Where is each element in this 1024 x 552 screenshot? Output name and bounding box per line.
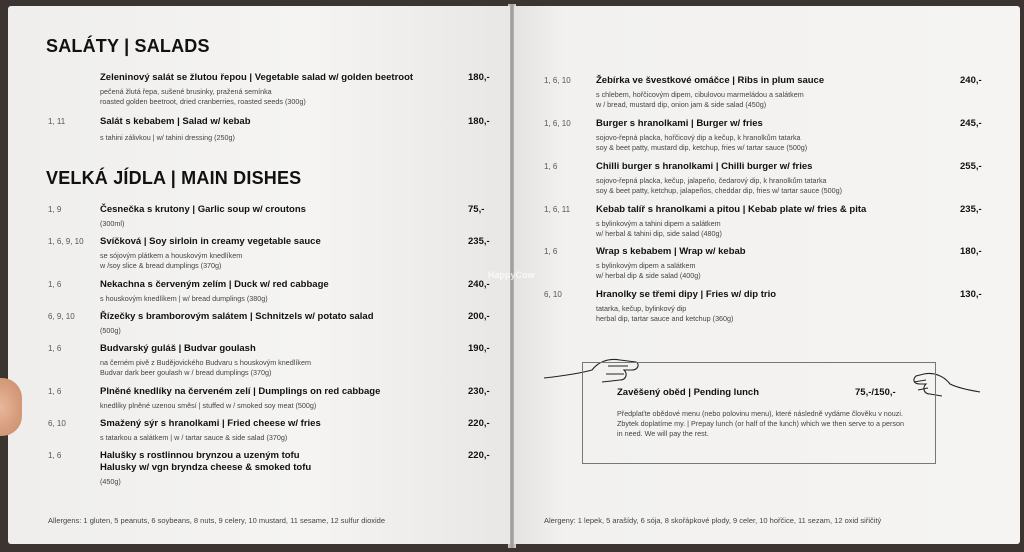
dish-description: soy & beet patty, ketchup, jalapeños, cheddar dip, fries w/ tartar sauce (500g)	[596, 186, 842, 195]
allergen-codes: 1, 6, 9, 10	[48, 237, 84, 246]
allergen-codes: 1, 6	[48, 344, 62, 353]
pending-desc-line: Zbytek doplatíme my. | Prepay lunch (or half of the lunch) which we then serve to a person	[617, 419, 904, 428]
dish-name: Budvarský guláš | Budvar goulash	[100, 343, 256, 354]
dish-price: 75,-	[468, 204, 485, 215]
dish-name: Hranolky se třemi dipy | Fries w/ dip trio	[596, 289, 777, 300]
dish-price: 230,-	[468, 386, 490, 397]
dish-price: 220,-	[468, 450, 490, 461]
dish-description: s houskovým knedlíkem | w/ bread dumplings (380g)	[100, 294, 268, 303]
dish-price: 180,-	[960, 246, 982, 257]
dish-description: w/ herbal & tahini dip, side salad (480g)	[596, 229, 722, 238]
allergen-codes: 1, 6, 10	[544, 119, 571, 128]
pending-lunch-price: 75,-/150,-	[855, 387, 896, 398]
dish-description: knedlíky plněné uzenou směsí | stuffed w / smoked soy meat (500g)	[100, 401, 317, 410]
dish-name: Svíčková | Soy sirloin in creamy vegetable sauce	[100, 236, 321, 247]
allergen-codes: 1, 9	[48, 205, 62, 214]
pending-lunch-description	[617, 409, 904, 439]
dish-price: 240,-	[960, 75, 982, 86]
dish-description: herbal dip, tartar sauce and ketchup (360g)	[596, 314, 734, 323]
allergen-codes: 1, 6	[544, 247, 558, 256]
pending-desc-line: Předplaťte obědové menu (nebo polovinu menu), které následně vydáme člověku v nouzi.	[617, 409, 903, 418]
dish-price: 190,-	[468, 343, 490, 354]
dish-description: (300ml)	[100, 219, 125, 228]
dish-name: Žebírka ve švestkové omáčce | Ribs in plum sauce	[596, 75, 825, 86]
dish-description: (500g)	[100, 326, 121, 335]
dish-name: Nekachna s červeným zelím | Duck w/ red cabbage	[100, 279, 329, 290]
dish-description: s bylinkovým a tahini dipem a salátkem	[596, 219, 721, 228]
dish-price: 235,-	[468, 236, 490, 247]
dish-name: Plněné knedlíky na červeném zelí | Dumplings on red cabbage	[100, 386, 381, 397]
dish-name: Salát s kebabem | Salad w/ kebab	[100, 116, 251, 127]
dish-description: s tatarkou a salátkem | w / tartar sauce & side salad (370g)	[100, 433, 288, 442]
allergen-codes: 6, 10	[48, 419, 66, 428]
allergens-legend: Allergens: 1 gluten, 5 peanuts, 6 soybeans, 8 nuts, 9 celery, 10 mustard, 11 sesame, 12 sulfur dioxide	[48, 516, 386, 525]
pending-lunch-title: Zavěšený oběd | Pending lunch	[617, 387, 760, 398]
dish-description: soy & beet patty, mustard dip, ketchup, fries w/ tartar sauce (500g)	[596, 143, 808, 152]
dish-description: sojovo-řepná placka, kečup, jalapeňo, čedarový dip, k hranolkům tatarka	[596, 176, 827, 185]
allergen-codes: 1, 6	[544, 162, 558, 171]
menu-page-right	[514, 6, 1020, 544]
pending-desc-line: in need. We will pay the rest.	[617, 429, 709, 438]
dish-name: Wrap s kebabem | Wrap w/ kebab	[596, 246, 746, 257]
dish-price: 180,-	[468, 72, 490, 83]
dish-price: 255,-	[960, 161, 982, 172]
salads-heading: SALÁTY | SALADS	[46, 36, 210, 56]
dish-price: 220,-	[468, 418, 490, 429]
dish-price: 245,-	[960, 118, 982, 129]
dish-description: pečená žlutá řepa, sušené brusinky, pražená semínka	[100, 87, 272, 96]
dish-price: 235,-	[960, 204, 982, 215]
dish-name: Chilli burger s hranolkami | Chilli burger w/ fries	[596, 161, 813, 172]
allergens-legend: Alergeny: 1 lepek, 5 arašídy, 6 sója, 8 skořápkové plody, 9 celer, 10 hořčice, 11 sezam, 12 oxid siřičitý	[544, 516, 882, 525]
allergen-codes: 1, 6, 10	[544, 76, 571, 85]
allergen-codes: 1, 6	[48, 387, 62, 396]
allergen-codes: 1, 6	[48, 280, 62, 289]
dish-name: Zeleninový salát se žlutou řepou | Vegetable salad w/ golden beetroot	[100, 72, 414, 83]
dish-description: sojovo-řepná placka, hořčicový dip a kečup, k hranolkům tatarka	[596, 133, 801, 142]
allergen-codes: 1, 6	[48, 451, 62, 460]
dish-name: Burger s hranolkami | Burger w/ fries	[596, 118, 763, 129]
dish-price: 130,-	[960, 289, 982, 300]
dish-description: Budvar dark beer goulash w / bread dumplings (370g)	[100, 368, 272, 377]
dish-description: se sójovým plátkem a houskovým knedlíkem	[100, 251, 243, 260]
dish-description: s bylinkovým dipem a salátkem	[596, 261, 696, 270]
dish-description: w /soy slice & bread dumplings (370g)	[100, 261, 222, 270]
dish-description: w / bread, mustard dip, onion jam & side salad (450g)	[596, 100, 767, 109]
dish-description: tatarka, kečup, bylinkový dip	[596, 304, 687, 313]
dish-name: Smažený sýr s hranolkami | Fried cheese w/ fries	[100, 418, 321, 429]
dish-description: na černém pivě z Budějovického Budvaru s houskovým knedlíkem	[100, 358, 311, 367]
happycow-watermark: HappyCow	[488, 270, 535, 280]
dish-description: w/ herbal dip & side salad (400g)	[596, 271, 701, 280]
dish-description: s chlebem, hořčicovým dipem, cibulovou marmeládou a salátkem	[596, 90, 804, 99]
allergen-codes: 6, 10	[544, 290, 562, 299]
dish-name: Česnečka s krutony | Garlic soup w/ croutons	[100, 204, 306, 215]
dish-name: Kebab talíř s hranolkami a pitou | Kebab plate w/ fries & pita	[596, 204, 867, 215]
allergen-codes: 6, 9, 10	[48, 312, 75, 321]
allergen-codes: 1, 11	[48, 117, 66, 126]
dish-description: s tahini zálivkou | w/ tahini dressing (250g)	[100, 133, 235, 142]
pending-lunch-box	[582, 362, 936, 464]
menu-page-left	[8, 6, 510, 544]
dish-description: (450g)	[100, 477, 121, 486]
dish-description: roasted golden beetroot, dried cranberries, roasted seeds (300g)	[100, 97, 306, 106]
allergen-codes: 1, 6, 11	[544, 205, 571, 214]
dish-name-english: Halusky w/ vgn bryndza cheese & smoked tofu	[100, 462, 312, 473]
dish-name: Halušky s rostlinnou brynzou a uzeným tofu	[100, 450, 300, 461]
dish-name: Řízečky s bramborovým salátem | Schnitzels w/ potato salad	[100, 311, 374, 322]
main-dishes-heading: VELKÁ JÍDLA | MAIN DISHES	[46, 168, 302, 188]
dish-price: 200,-	[468, 311, 490, 322]
dish-price: 240,-	[468, 279, 490, 290]
dish-price: 180,-	[468, 116, 490, 127]
